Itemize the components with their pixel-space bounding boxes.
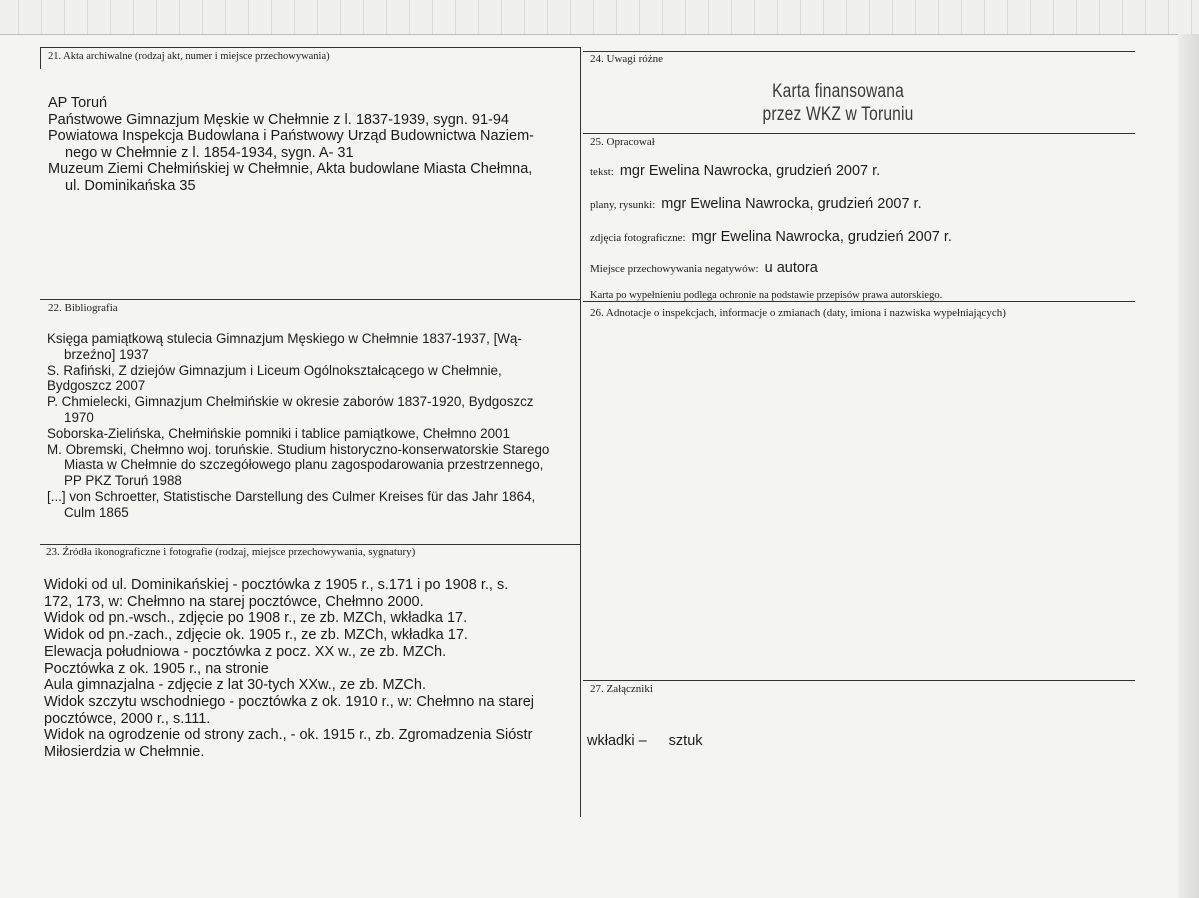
opracowal-zdjecia <box>590 228 952 246</box>
section-22-header: 22. Bibliografia <box>48 302 118 314</box>
bibliography-line: Księga pamiątkową stulecia Gimnazjum Męskiego w Chełmnie 1837-1937, [Wą- <box>47 331 522 346</box>
iconography-line: Elewacja południowa - pocztówka z pocz. XX w., ze zb. MZCh. <box>44 643 447 660</box>
section-23-content <box>44 577 534 761</box>
center-divider <box>580 47 581 817</box>
iconography-line: Widok na ogrodzenie od strony zach., - ok. 1915 r., zb. Zgromadzenia Sióstr <box>44 727 533 744</box>
archive-line: ul. Dominikańska 35 <box>65 177 196 194</box>
bibliography-line: Soborska-Zielińska, Chełmińskie pomniki i tablice pamiątkowe, Chełmno 2001 <box>47 425 510 441</box>
iconography-line: Miłosierdzia w Chełmnie. <box>44 744 205 761</box>
top-border-left <box>40 47 580 48</box>
section-26-header: 26. Adnotacje o inspekcjach, informacje o zmianach (daty, imiona i nazwiska wypełniających) <box>590 307 1006 319</box>
wkladki-label: wkładki – <box>587 733 647 749</box>
divider-24-25 <box>583 133 1135 134</box>
divider-25-26 <box>583 301 1135 302</box>
opracowal-plany <box>590 195 922 213</box>
iconography-line: Aula gimnazjalna - zdjęcie z lat 30-tych XXw., ze zb. MZCh. <box>44 677 426 694</box>
divider-21-22 <box>40 299 580 300</box>
divider-26-27 <box>583 680 1135 681</box>
top-border-right <box>583 51 1135 52</box>
iconography-line: Pocztówka z ok. 1905 r., na stronie <box>44 660 269 677</box>
miejsce-label: Miejsce przechowywania negatywów: <box>590 263 759 275</box>
funding-stamp <box>723 80 953 126</box>
stamp-line-1: Karta finansowana <box>772 81 904 102</box>
zdjecia-label: zdjęcia fotograficzne: <box>590 232 686 244</box>
bibliography-line: PP PKZ Toruń 1988 <box>64 473 182 489</box>
section-21-content <box>48 95 534 195</box>
section-25-header: 25. Opracował <box>590 136 655 148</box>
bibliography-line: S. Rafiński, Z dziejów Gimnazjum i Liceum Ogólnokształcącego w Chełmnie, <box>47 362 502 378</box>
plany-value: mgr Ewelina Nawrocka, grudzień 2007 r. <box>661 196 922 212</box>
opracowal-miejsce <box>590 259 818 277</box>
bibliography-line: P. Chmielecki, Gimnazjum Chełmińskie w okresie zaborów 1837-1920, Bydgoszcz <box>47 394 534 410</box>
section-27-header: 27. Załączniki <box>590 683 653 695</box>
tekst-value: mgr Ewelina Nawrocka, grudzień 2007 r. <box>619 163 881 179</box>
bibliography-line: Bydgoszcz 2007 <box>47 378 146 394</box>
archive-line: Powiatowa Inspekcja Budowlana i Państwowy Urząd Budownictwa Naziem- <box>48 128 534 145</box>
bibliography-line: Culm 1865 <box>64 504 129 520</box>
section-22-content <box>47 331 549 521</box>
tekst-label: tekst: <box>590 166 614 178</box>
sztuk-label: sztuk <box>668 733 703 749</box>
section-23-header: 23. Źródła ikonograficzne i fotografie (rodzaj, miejsce przechowywania, sygnatury) <box>46 546 416 558</box>
iconography-line: pocztówce, 2000 r., s.111. <box>44 710 211 727</box>
iconography-line: Widok szczytu wschodniego - pocztówka z ok. 1910 r., w: Chełmno na starej <box>44 693 534 710</box>
bibliography-line: M. Obremski, Chełmno woj. toruńskie. Studium historyczno-konserwatorskie Starego <box>47 441 550 457</box>
archive-line: AP Toruń <box>48 95 108 111</box>
section-24-header: 24. Uwagi różne <box>590 53 664 65</box>
bibliography-line: [...] von Schroetter, Statistische Darstellung des Culmer Kreises für das Jahr 1864, <box>47 488 536 504</box>
iconography-line: Widoki od ul. Dominikańskiej - pocztówka z 1905 r., s.171 i po 1908 r., s. <box>44 577 509 593</box>
iconography-line: Widok od pn.-wsch., zdjęcie po 1908 r., ze zb. MZCh, wkładka 17. <box>44 610 468 627</box>
scan-top-edge <box>0 0 1199 35</box>
opracowal-tekst <box>590 162 880 180</box>
divider-22-23 <box>40 544 580 545</box>
bibliography-line: 1970 <box>64 409 94 425</box>
bibliography-line: Miasta w Chełmnie do szczegółowego planu zagospodarowania przestrzennego, <box>64 457 544 473</box>
bibliography-line: brzeźno] 1937 <box>64 346 149 362</box>
scan-right-edge <box>1178 34 1199 898</box>
stamp-line-2: przez WKZ w Toruniu <box>762 104 914 125</box>
iconography-line: 172, 173, w: Chełmno na starej pocztówce, Chełmno 2000. <box>44 593 424 610</box>
archive-line: Państwowe Gimnazjum Męskie w Chełmnie z l. 1837-1939, sygn. 91-94 <box>48 111 509 128</box>
left-border-top <box>40 47 41 69</box>
archive-line: nego w Chełmnie z l. 1854-1934, sygn. A- 31 <box>65 144 354 161</box>
copyright-note: Karta po wypełnieniu podlega ochronie na podstawie przepisów prawa autorskiego. <box>590 290 943 301</box>
zdjecia-value: mgr Ewelina Nawrocka, grudzień 2007 r. <box>691 229 952 245</box>
zalaczniki-wkladki <box>587 733 703 749</box>
iconography-line: Widok od pn.-zach., zdjęcie ok. 1905 r., ze zb. MZCh, wkładka 17. <box>44 627 468 644</box>
plany-label: plany, rysunki: <box>590 199 656 211</box>
section-21-header: 21. Akta archiwalne (rodzaj akt, numer i miejsce przechowywania) <box>48 51 330 62</box>
archive-line: Muzeum Ziemi Chełmińskiej w Chełmnie, Akta budowlane Miasta Chełmna, <box>48 161 533 178</box>
miejsce-value: u autora <box>764 260 818 276</box>
